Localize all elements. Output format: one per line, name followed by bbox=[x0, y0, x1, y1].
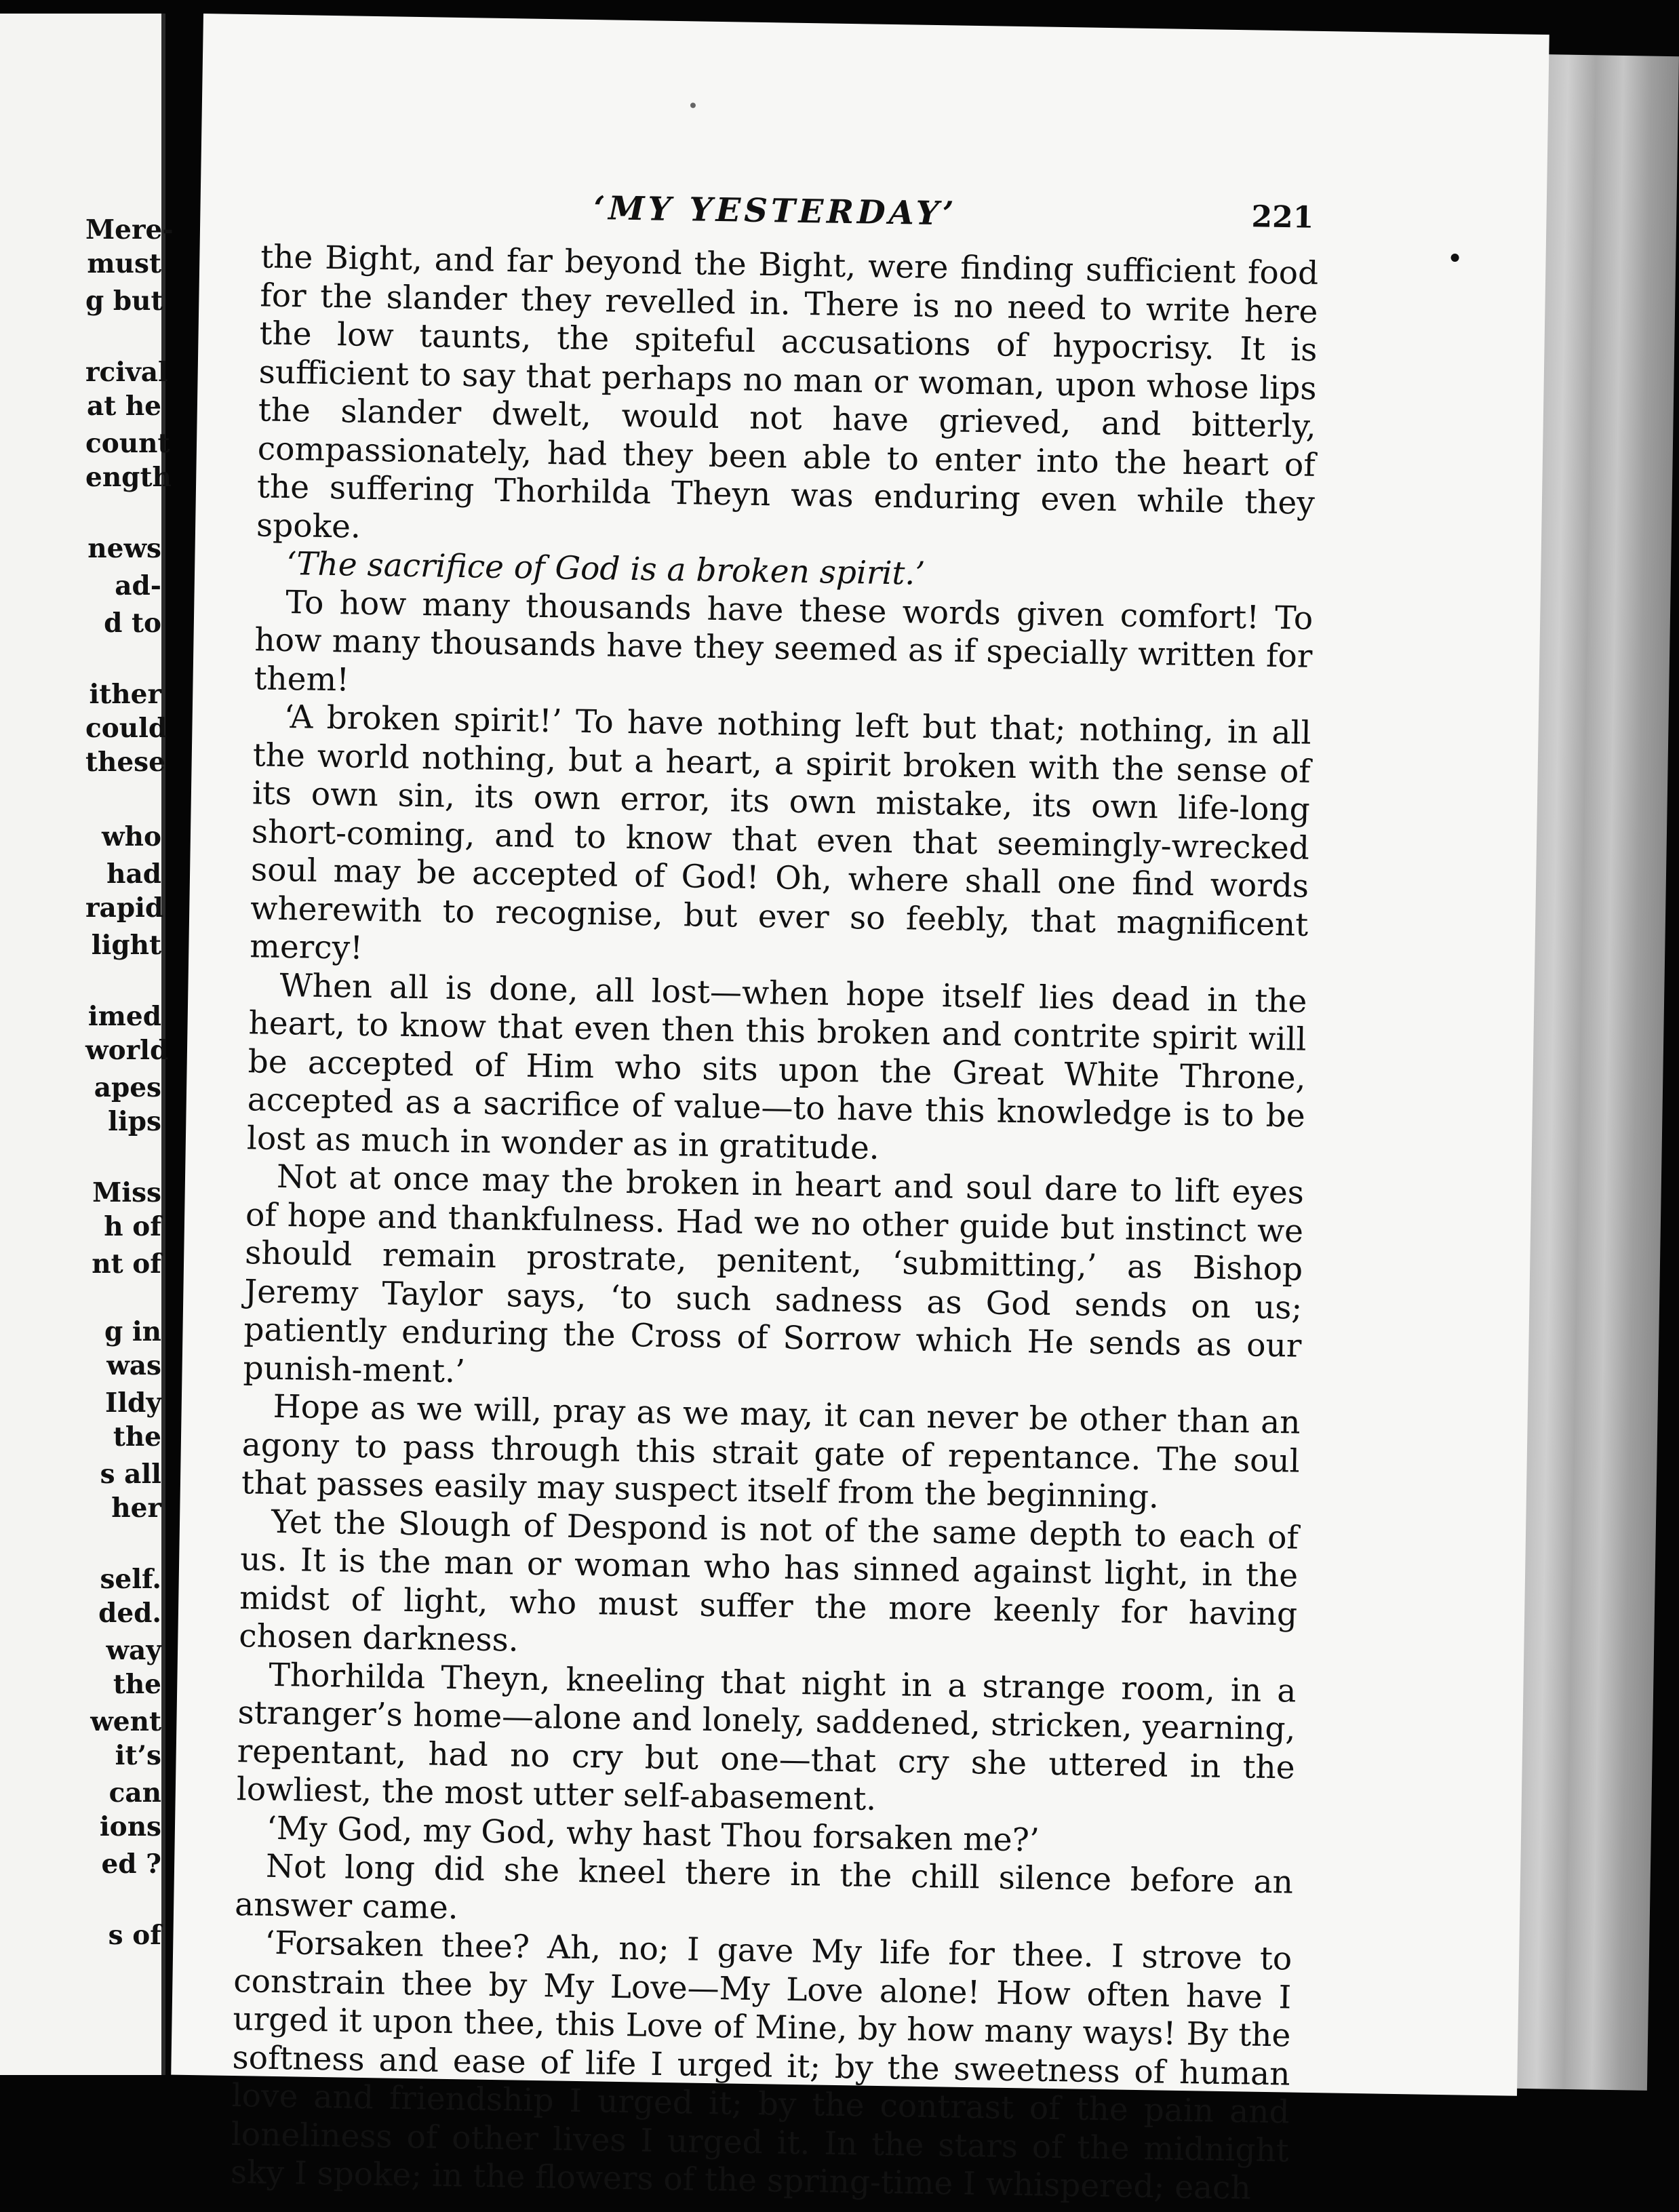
paragraph: ‘Forsaken thee? Ah, no; I gave My life for thee. I strove to constrain thee by My Love—My Love alone! How often have I urged it upon thee, this Love of Mine, by how many ways! By the softness and ease of life I urged it; by the sweetness of human love and friendship I urged it; by the contrast of the pain and loneliness of other lives I urged it. In the stars of the midnight sky I spoke; in the flowers of the spring-time I whispered; each bbox=[230, 1924, 1292, 2207]
left-page-line-fragment: must bbox=[87, 248, 161, 279]
left-page-line-fragment: g but bbox=[85, 285, 163, 317]
left-page-line-fragment: her bbox=[111, 1493, 161, 1524]
body-text bbox=[231, 238, 1319, 2209]
paragraph: ‘A broken spirit!’ To have nothing left but that; nothing, in all the world nothing, but a heart, a spirit broken with the sense of its own sin, its own error, its own mistake, its own life-long short-coming, and to know that even that seemingly-wrecked soul may be accepted of God! Oh, where shall one find words wherewith to recognise, but ever so feebly, that magnificent mercy! bbox=[249, 698, 1311, 967]
left-page-line-fragment: who bbox=[102, 821, 161, 852]
left-page-line-fragment: world bbox=[85, 1035, 169, 1066]
paragraph: Yet the Slough of Despond is not of the same depth to each of us. It is the man or woman who has sinned against light, in the midst of light, who must suffer the more keenly for having chosen darkness. bbox=[238, 1503, 1299, 1659]
paragraph: ‘My God, my God, why hast Thou forsaken me?’ bbox=[266, 1809, 1040, 1859]
left-page-line-fragment: ad- bbox=[115, 570, 161, 601]
left-page-line-fragment: had bbox=[106, 858, 161, 890]
left-page-line-fragment: the bbox=[113, 1669, 161, 1700]
left-page-line-fragment: it’s bbox=[115, 1740, 161, 1771]
left-page-line-fragment: Miss bbox=[92, 1177, 161, 1208]
paragraph: When all is done, all lost—when hope itself lies dead in the heart, to know that even then this broken and contrite spirit will be accepted of Him who sits upon the Great White Throne, accepted as a sacrifice of value—to have this knowledge is to be lost as much in wonder as in gratitude. bbox=[246, 966, 1307, 1167]
left-page-line-fragment: self. bbox=[100, 1564, 161, 1595]
left-page-line-fragment: news bbox=[87, 533, 161, 564]
scripture-quote: ‘The sacrifice of God is a broken spirit.’ bbox=[285, 545, 926, 593]
paragraph: Hope as we will, pray as we may, it can never be other than an agony to pass through this strait gate of repentance. The soul that passes easily may suspect itself from the beginning. bbox=[241, 1387, 1301, 1516]
left-page-line-fragment: these bbox=[85, 747, 165, 778]
left-page-line-fragment: s all bbox=[100, 1459, 161, 1490]
left-page-line-fragment: lips bbox=[108, 1106, 161, 1137]
left-page-line-fragment: ength bbox=[85, 462, 172, 493]
left-page-line-fragment: the bbox=[113, 1421, 161, 1453]
left-page-line-fragment: ither bbox=[89, 679, 161, 710]
paragraph: Thorhilda Theyn, kneeling that night in a strange room, in a stranger’s home—alone and lonely, saddened, stricken, yearning, repentant, had no cry but one—that cry she uttered in the lowliest, the most utter self-abasement. bbox=[236, 1656, 1297, 1818]
left-page-line-fragment: apes bbox=[94, 1072, 161, 1103]
left-page-line-fragment: ed ? bbox=[101, 1849, 161, 1880]
paragraph: Not at once may the broken in heart and soul dare to lift eyes of hope and thankfulness. Had we no other guide but instinct we should remain prostrate, penitent, ‘submitting,’ as Bishop Jeremy Taylor says, ‘to such sadness as God sends on us; patiently enduring the Cross of Sorrow which He sends as our punish-ment.’ bbox=[243, 1158, 1305, 1390]
left-page-line-fragment: g in bbox=[104, 1316, 161, 1347]
paragraph: To how many thousands have these words given comfort! To how many thousands have they seemed as if specially written for them! bbox=[254, 583, 1313, 698]
left-page-line-fragment: Ildy bbox=[105, 1387, 161, 1419]
left-page-line-fragment: h of bbox=[104, 1211, 161, 1242]
left-page-line-fragment: could bbox=[85, 713, 167, 744]
left-page-line-fragment: ded. bbox=[98, 1598, 161, 1629]
left-page-line-fragment: d to bbox=[104, 608, 161, 639]
left-page-line-fragment: can bbox=[108, 1777, 161, 1809]
left-page-line-fragment: s of bbox=[108, 1920, 161, 1951]
left-page-line-fragment: count bbox=[85, 428, 170, 459]
left-page-line-fragment: at he bbox=[86, 391, 161, 422]
page-number: 221 bbox=[1251, 199, 1314, 235]
left-page-line-fragment: Mere- bbox=[85, 214, 174, 245]
left-page-line-fragment: rapid bbox=[85, 892, 164, 924]
running-head: ‘MY YESTERDAY’ bbox=[593, 189, 957, 233]
left-page-line-fragment: rcival bbox=[85, 357, 168, 388]
paragraph: Not long did she kneel there in the chill silence before an answer came. bbox=[234, 1847, 1294, 1927]
left-page-line-fragment: way bbox=[106, 1635, 161, 1666]
left-page-line-fragment: light bbox=[91, 930, 161, 961]
left-page-line-fragment: ions bbox=[99, 1811, 161, 1842]
left-facing-page bbox=[0, 14, 174, 2075]
ink-speck bbox=[1450, 254, 1459, 262]
paragraph: the Bight, and far beyond the Bight, were finding sufficient food for the slander they revelled in. There is no need to write here the low taunts, the spiteful accusations of hypocrisy. It is sufficient to say that perhaps no man or woman, upon whose lips the slander dwelt, would not have grieved, and bitterly, compassionately, had they been able to enter into the heart of the suffering Thorhilda Theyn was enduring even while they spoke. bbox=[256, 238, 1319, 546]
left-page-line-fragment: went bbox=[90, 1706, 161, 1737]
book-page bbox=[171, 14, 1549, 2207]
ink-speck bbox=[690, 102, 696, 108]
left-page-line-fragment: was bbox=[106, 1350, 161, 1381]
left-page-line-fragment: imed bbox=[87, 1001, 161, 1032]
left-page-line-fragment: nt of bbox=[92, 1248, 161, 1280]
